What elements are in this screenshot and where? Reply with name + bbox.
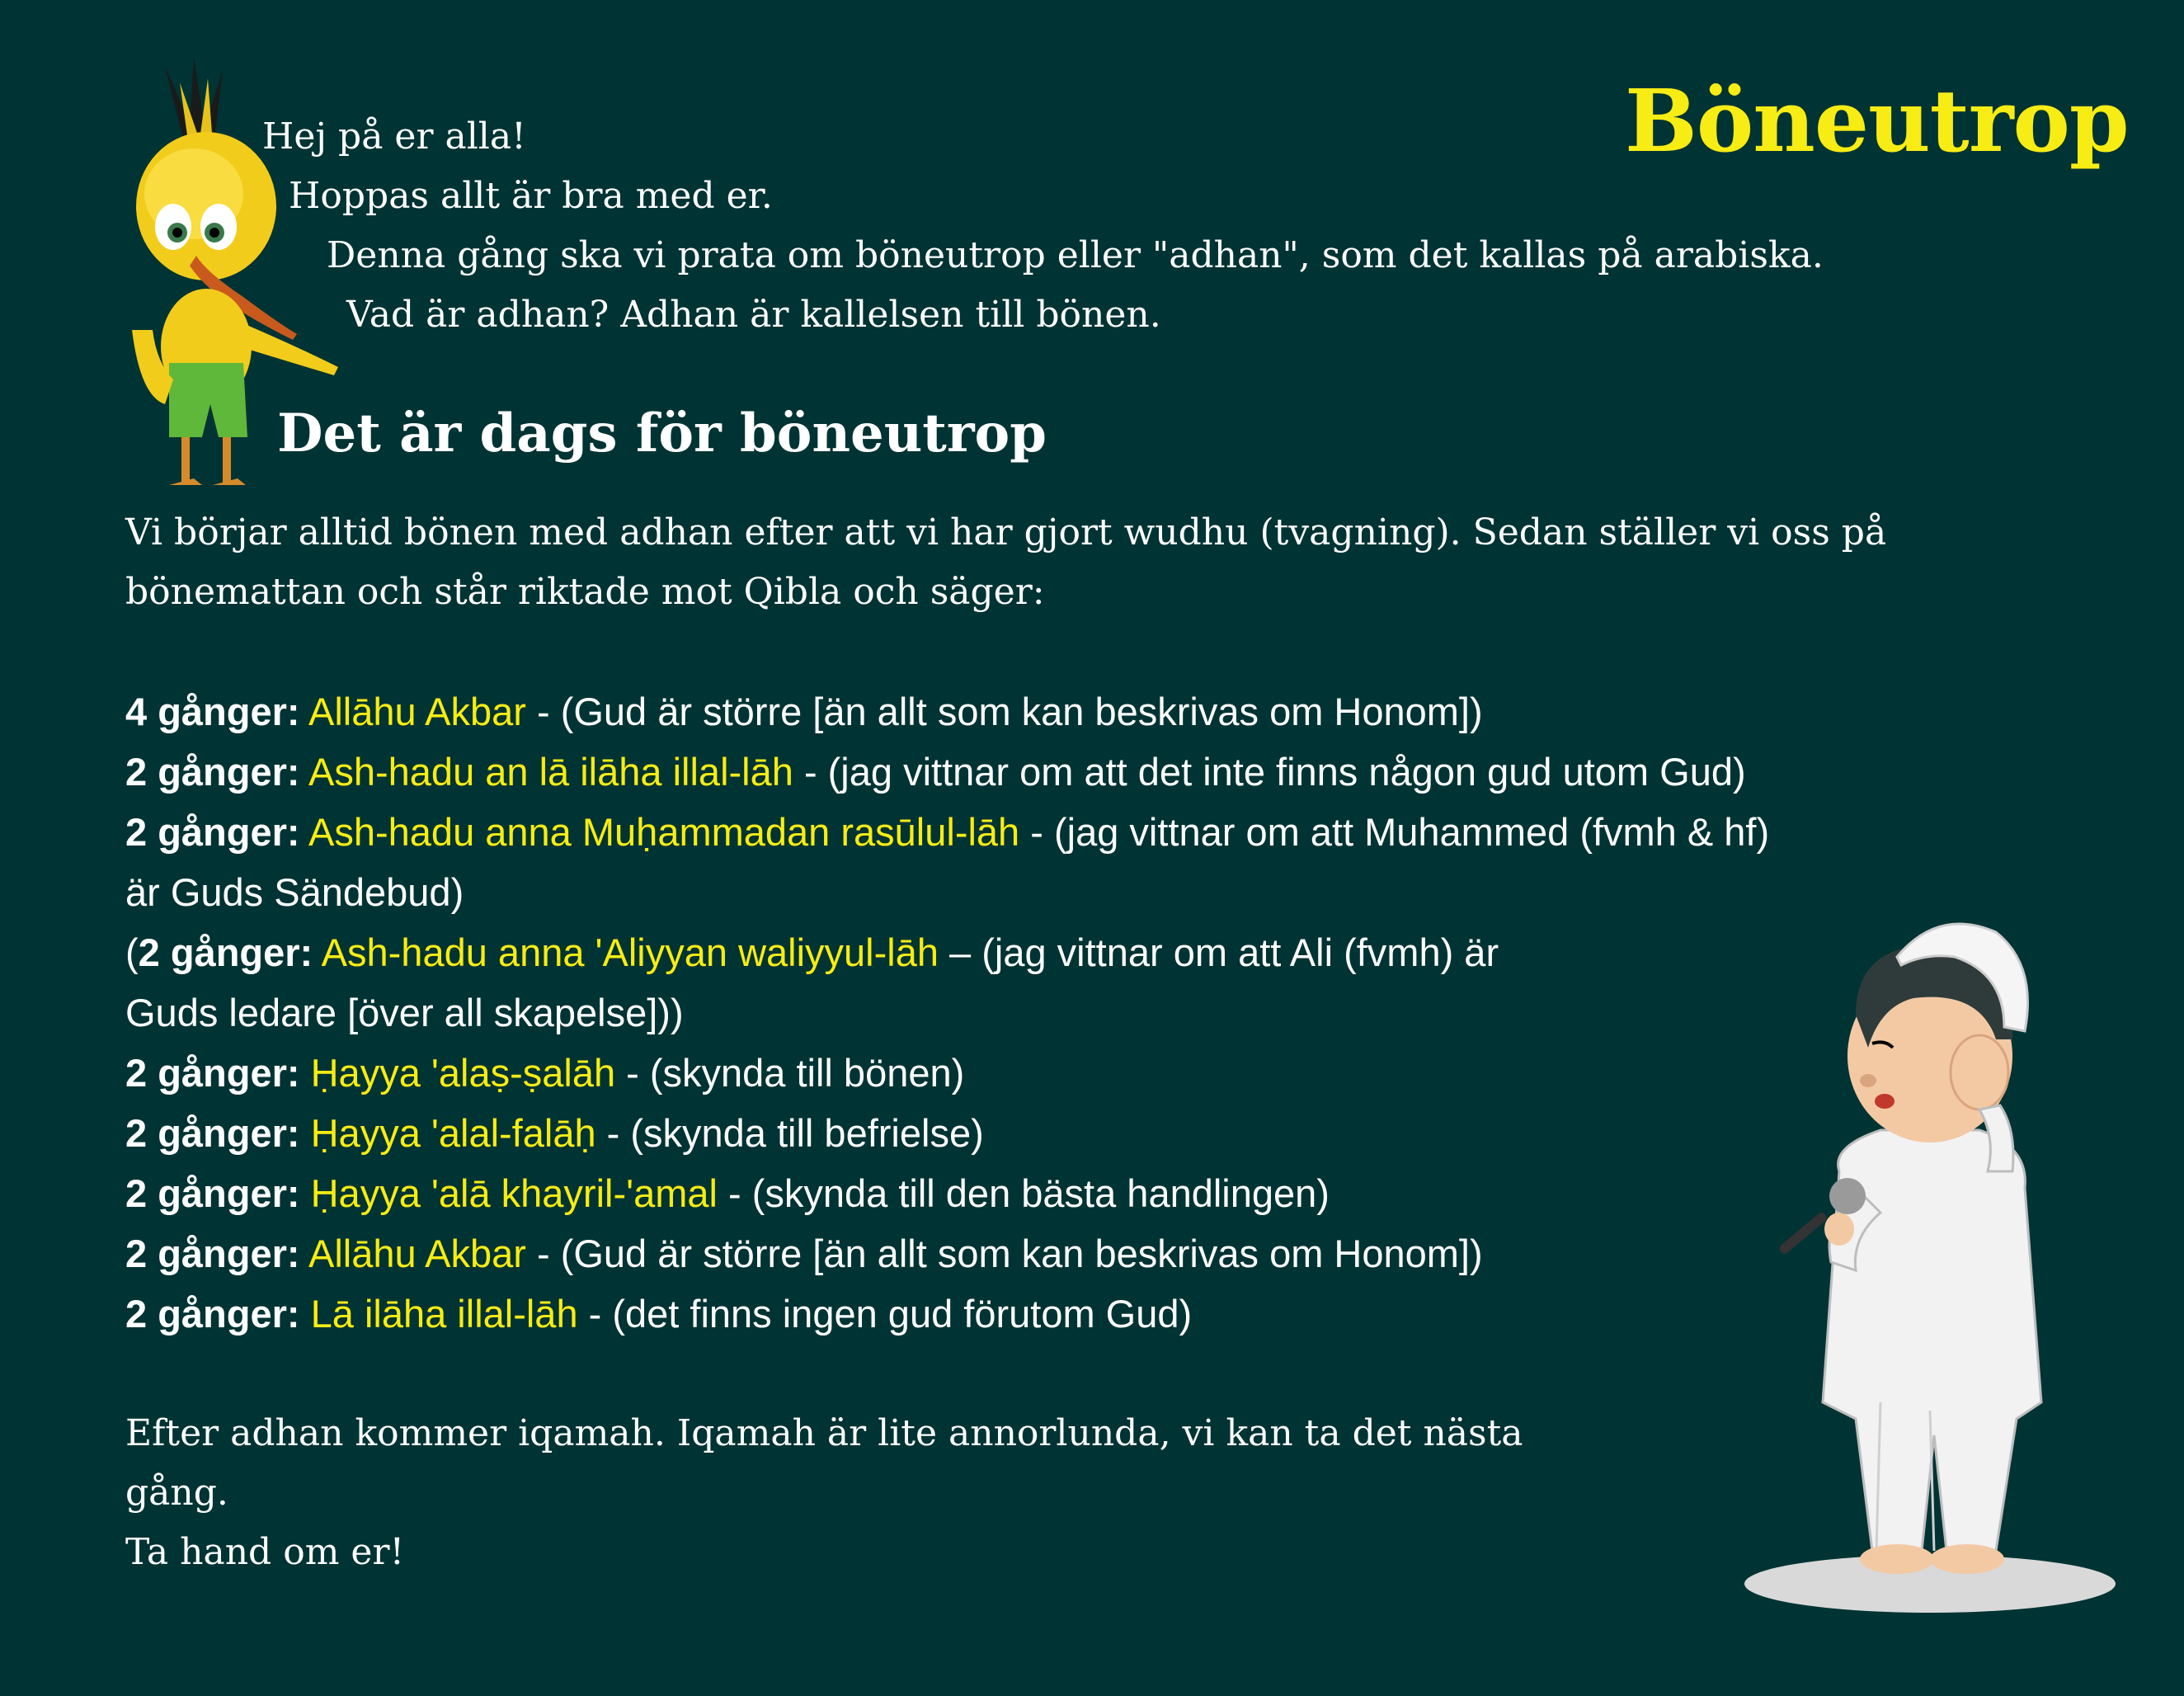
phrase-arabic: Ḥayya 'alā khayril-'amal (310, 1171, 718, 1215)
phrase-arabic: Lā ilāha illal-lāh (310, 1292, 578, 1336)
adhan-phrase-4-continuation: Guds ledare [över all skapelse])) (125, 991, 684, 1034)
intro-line-4: Vad är adhan? Adhan är kallelsen till bönen. (346, 294, 1161, 336)
phrase-count: 2 gånger: (125, 1111, 300, 1155)
phrase-arabic: Allāhu Akbar (308, 1232, 526, 1275)
adhan-phrase-1 (125, 681, 1483, 742)
adhan-phrase-3-continuation: är Guds Sändebud) (125, 870, 464, 914)
opening-paragraph-line-1: Vi börjar alltid bönen med adhan efter att vi har gjort wudhu (tvagning). Sedan ställer vi oss på (125, 511, 1887, 554)
phrase-meaning: - (skynda till bönen) (615, 1051, 965, 1095)
adhan-phrase-8 (125, 1223, 1483, 1284)
phrase-arabic: Allāhu Akbar (308, 690, 526, 733)
adhan-phrase-2 (125, 742, 1746, 802)
phrase-count: 2 gånger: (125, 1292, 300, 1336)
intro-line-3: Denna gång ska vi prata om böneutrop eller "adhan", som det kallas på arabiska. (327, 234, 1824, 276)
closing-line-2: gång. (125, 1472, 228, 1514)
phrase-arabic: Ash-hadu an lā ilāha illal-lāh (308, 750, 793, 794)
phrase-meaning: - (jag vittnar om att det inte finns någon gud utom Gud) (793, 750, 1746, 794)
intro-line-1: Hej på er alla! (262, 115, 526, 158)
closing-line-3: Ta hand om er! (125, 1531, 405, 1573)
intro-line-2: Hoppas allt är bra med er. (289, 175, 773, 217)
phrase-arabic: Ḥayya 'alaṣ-ṣalāh (310, 1051, 616, 1095)
phrase-prefix: ( (125, 930, 139, 974)
phrase-count: 2 gånger: (125, 1171, 300, 1215)
closing-line-1: Efter adhan kommer iqamah. Iqamah är lite annorlunda, vi kan ta det nästa (125, 1412, 1523, 1454)
opening-paragraph-line-2: bönemattan och står riktade mot Qibla och säger: (125, 571, 1045, 613)
phrase-meaning: - (jag vittnar om att Muhammed (fvmh & hf) (1019, 810, 1770, 854)
adhan-phrase-7 (125, 1163, 1330, 1223)
adhan-phrase-9 (125, 1284, 1192, 1344)
adhan-phrase-6 (125, 1103, 984, 1163)
phrase-meaning: - (det finns ingen gud förutom Gud) (577, 1292, 1193, 1336)
phrase-arabic: Ash-hadu anna 'Aliyyan waliyyul-lāh (321, 930, 939, 974)
phrase-meaning: - (skynda till befrielse) (595, 1111, 984, 1155)
phrase-count: 2 gånger: (125, 1051, 300, 1095)
phrase-meaning: - (Gud är större [än allt som kan beskrivas om Honom]) (525, 1232, 1483, 1275)
phrase-meaning: - (Gud är större [än allt som kan beskrivas om Honom]) (525, 690, 1483, 733)
page-title: Böneutrop (1625, 70, 2129, 172)
phrase-arabic: Ḥayya 'alal-falāḥ (310, 1111, 596, 1155)
phrase-arabic: Ash-hadu anna Muḥammadan rasūlul-lāh (308, 810, 1020, 854)
phrase-count: 2 gånger: (138, 930, 313, 974)
phrase-meaning: - (skynda till den bästa handlingen) (717, 1171, 1330, 1215)
phrase-meaning: – (jag vittnar om att Ali (fvmh) är (939, 930, 1499, 974)
adhan-phrase-5 (125, 1043, 964, 1103)
section-heading: Det är dags för böneutrop (277, 403, 1047, 464)
phrase-count: 2 gånger: (125, 1232, 300, 1275)
boy-calling-adhan-illustration (1732, 874, 2144, 1617)
phrase-count: 4 gånger: (125, 690, 300, 733)
adhan-phrase-3 (125, 802, 1769, 862)
phrase-count: 2 gånger: (125, 750, 300, 794)
adhan-phrase-4 (125, 922, 1499, 982)
phrase-count: 2 gånger: (125, 810, 300, 854)
